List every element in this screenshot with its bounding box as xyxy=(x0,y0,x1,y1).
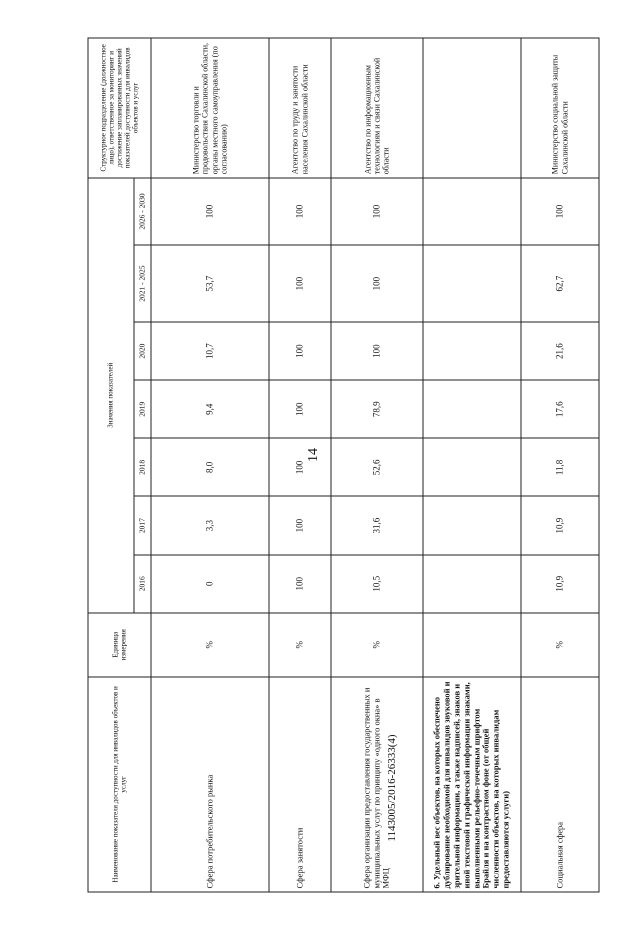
header-year: 2016 xyxy=(134,555,151,613)
responsible-cell: Агентство по труду и занятости населения Сахалинской области xyxy=(269,38,331,178)
indicator-name-cell: 6. Удельный вес объектов, на которых обеспечено дублирование необходимой для инвалидов звуковой и зрительной информации, а также надписей, знаков и иной текстовой и графической информации знаками, выполненными рельефно-точечным шрифтом Брайля и на контрастном фоне (от общей численности объектов, на которых инвалидам предоставляются услуги) xyxy=(423,677,521,892)
value-cell: 3,3 xyxy=(151,496,269,554)
value-cell: 100 xyxy=(269,380,331,438)
value-cell: 62,7 xyxy=(521,245,599,322)
header-year: 2018 xyxy=(134,438,151,496)
value-cell xyxy=(423,178,521,246)
header-year: 2019 xyxy=(134,380,151,438)
table-row xyxy=(331,38,423,892)
header-responsible: Структурное подразделение (должностное лицо), ответственное за мониторинг и достижение запланированных значений показателей доступности для инвалидов объектов и услуг xyxy=(88,38,151,178)
value-cell: 8,0 xyxy=(151,438,269,496)
indicator-name-cell: Сфера организации предоставления государственных и муниципальных услуг по принципу «одного окна» в МФЦ xyxy=(331,677,423,892)
value-cell: 100 xyxy=(331,245,423,322)
responsible-cell: Агентство по информационным технологиям и связи Сахалинской области xyxy=(331,38,423,178)
value-cell: 53,7 xyxy=(151,245,269,322)
header-year: 2026 - 2030 xyxy=(134,178,151,246)
value-cell: 0 xyxy=(151,555,269,613)
unit-cell xyxy=(423,613,521,677)
indicator-name-cell: Сфера потребительского рынка xyxy=(151,677,269,892)
responsible-cell: Министерство социальной защиты Сахалинской области xyxy=(521,38,599,178)
unit-cell: % xyxy=(269,613,331,677)
value-cell: 100 xyxy=(269,322,331,380)
indicator-name-cell: Социальная сфера xyxy=(521,677,599,892)
value-cell: 52,6 xyxy=(331,438,423,496)
unit-cell: % xyxy=(331,613,423,677)
value-cell: 10,5 xyxy=(331,555,423,613)
value-cell: 78,9 xyxy=(331,380,423,438)
table-row xyxy=(269,38,331,892)
value-cell xyxy=(423,322,521,380)
value-cell: 9,4 xyxy=(151,380,269,438)
table-row xyxy=(423,38,521,892)
value-cell xyxy=(423,380,521,438)
value-cell: 100 xyxy=(151,178,269,246)
page-number: 14 xyxy=(306,448,321,462)
unit-cell: % xyxy=(151,613,269,677)
value-cell: 11,8 xyxy=(521,438,599,496)
value-cell: 100 xyxy=(331,178,423,246)
value-cell: 100 xyxy=(521,178,599,246)
header-indicator-name: Наименование показателя доступности для инвалидов объектов и услуг xyxy=(88,677,151,892)
value-cell xyxy=(423,438,521,496)
value-cell xyxy=(423,245,521,322)
value-cell xyxy=(423,496,521,554)
value-cell: 10,7 xyxy=(151,322,269,380)
value-cell: 21,6 xyxy=(521,322,599,380)
value-cell: 100 xyxy=(269,245,331,322)
table-row xyxy=(521,38,599,892)
document-code: 1143005/2016-26333(4) xyxy=(386,734,398,842)
value-cell: 10,9 xyxy=(521,496,599,554)
header-unit: Единица измерения xyxy=(88,613,151,677)
value-cell: 100 xyxy=(269,438,331,496)
header-year: 2021 - 2025 xyxy=(134,245,151,322)
value-cell: 10,9 xyxy=(521,555,599,613)
value-cell xyxy=(423,555,521,613)
responsible-cell xyxy=(423,38,521,178)
value-cell: 100 xyxy=(269,178,331,246)
indicators-table-rotated xyxy=(88,38,569,893)
unit-cell: % xyxy=(521,613,599,677)
header-year: 2020 xyxy=(134,322,151,380)
value-cell: 100 xyxy=(269,555,331,613)
value-cell: 100 xyxy=(331,322,423,380)
header-values: Значения показателей xyxy=(88,178,134,613)
indicator-name-cell: Сфера занятости xyxy=(269,677,331,892)
value-cell: 31,6 xyxy=(331,496,423,554)
value-cell: 17,6 xyxy=(521,380,599,438)
responsible-cell: Министерство торговли и продовольствия Сахалинской области, органы местного самоуправления (по согласованию) xyxy=(151,38,269,178)
indicators-table xyxy=(88,38,600,893)
header-year: 2017 xyxy=(134,496,151,554)
table-row xyxy=(151,38,269,892)
value-cell: 100 xyxy=(269,496,331,554)
